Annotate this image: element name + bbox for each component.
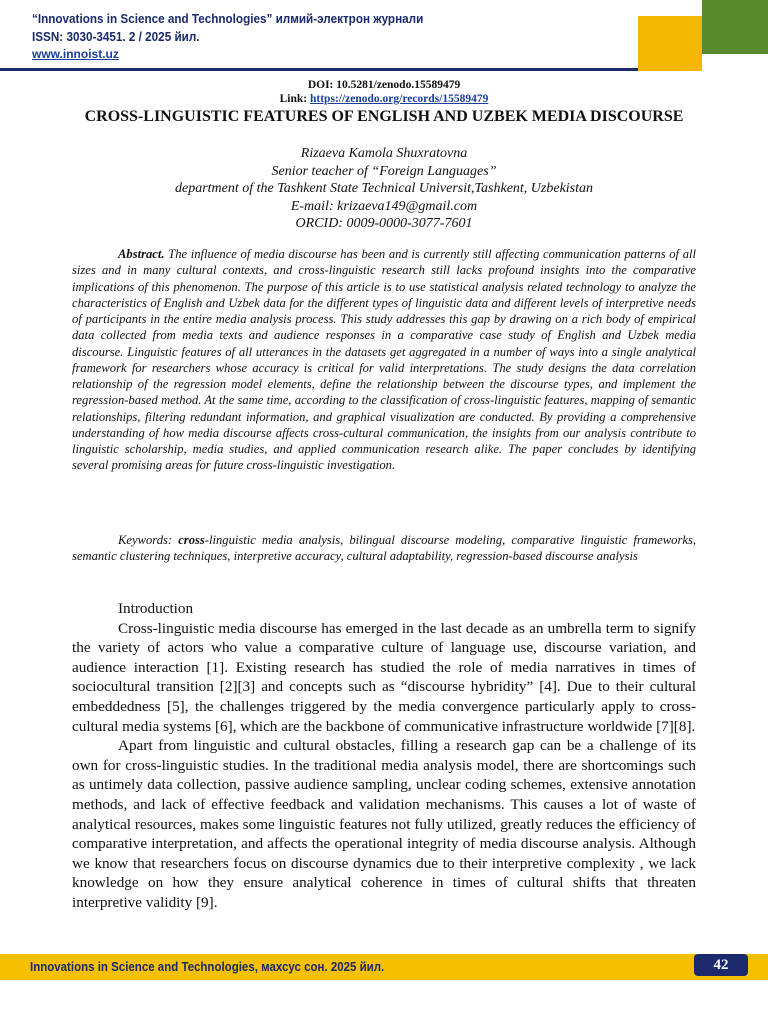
header-yellow-block (638, 16, 702, 71)
page-number: 42 (694, 954, 748, 976)
author-name: Rizaeva Kamola Shuxratovna (300, 146, 468, 161)
journal-url-link[interactable]: www.innoist.uz (32, 47, 119, 61)
keywords-bold: cross (178, 533, 205, 547)
abstract-text: The influence of media discourse has been and is currently still affecting communication patterns of all sizes and in many cultural contexts, and cross-linguistic research still lacks profound insights into the comparative implications of this phenomenon. The purpose of this article is to use statistical analysis related technology to analyze the characteristics of English and Uzbek data for the different types of linguistic data and different levels of interpretive needs of participants in the entire media analysis process. This study addresses this gap by drawing on a rich body of empirical data collected from media texts and audience responses in a comparative case study of English and Uzbek media discourse. Linguistic features of all utterances in the datasets get aggregated in a number of ways into a single analytical framework for researchers whose accuracy is critical for valid interpretations. The study designs the data correlation relationship of the regression model elements, define the relationship between the discourse types, and implement the regression-based method. At the same time, according to the classification of cross-linguistic features, mapping of semantic relationships, filtering redundant information, and graphical visualization are conducted. By providing a comprehensive understanding of how media discourse affects cross-cultural communication, the insights from our analysis contribute to linguistic scholarship, media studies, and applied communication research alike. The paper concludes by identifying several promising areas for future cross-linguistic investigation. (72, 247, 696, 473)
article-title: CROSS-LINGUISTIC FEATURES OF ENGLISH AND UZBEK MEDIA DISCOURSE (84, 108, 684, 125)
keywords-text: -linguistic media analysis, bilingual discourse modeling, comparative linguistic frameworks, semantic clustering techniques, interpretive accuracy, cultural adaptability, regression-based discourse analysis (72, 533, 697, 564)
author-orcid: ORCID: 0009-0000-3077-7601 (295, 216, 473, 231)
journal-issn: ISSN: 3030-3451. 2 / 2025 йил. (32, 29, 200, 44)
paragraph: Cross-linguistic media discourse has emerged in the last decade as an umbrella term to signify the variety of actors who value a comparative culture of language use, discourse variation, and audience interaction [1]. Existing research has studied the role of media narratives in times of sociocultural transition [2][3] and concepts such as “discourse hybridity” [4]. Due to their cultural embeddedness [5], the challenges triggered by the media convergence particularly apply to cross-cultural media systems [6], which are the backbone of communicative infrastructure worldwide [7][8]. (72, 619, 696, 735)
link-line (72, 92, 696, 106)
author-block (72, 145, 696, 233)
author-position: Senior teacher of “Foreign Languages” (271, 163, 497, 179)
abstract (72, 246, 696, 474)
keywords-label: Keywords: (118, 533, 179, 547)
link-label: Link: (279, 93, 310, 105)
abstract-label: Abstract. (118, 247, 165, 261)
zenodo-link[interactable]: https://zenodo.org/records/15589479 (310, 93, 489, 105)
author-affiliation: department of the Tashkent State Technical Universit,Tashkent, Uzbekistan (174, 181, 594, 196)
header-green-block (702, 0, 768, 54)
author-email: E-mail: krizaeva149@gmail.com (290, 198, 478, 214)
journal-title: “Innovations in Science and Technologies” илмий-электрон журнали (32, 11, 424, 26)
keywords (72, 532, 696, 565)
doi-line: DOI: 10.5281/zenodo.15589479 (307, 79, 461, 91)
footer-text: Innovations in Science and Technologies, махсус сон. 2025 йил. (30, 960, 385, 974)
header-rule (0, 68, 638, 71)
section-heading: Introduction (118, 600, 194, 617)
body-text (72, 599, 696, 913)
paragraph: Apart from linguistic and cultural obstacles, filling a research gap can be a challenge of its own for cross-linguistic studies. In the traditional media analysis model, there are shortcomings such as untimely data collection, passive audience sampling, unclear coding schemes, extensive annotation methods, and lack of effective feedback and validation mechanisms. This causes a lot of waste of analytical resources, makes some linguistic features not fully utilized, greatly reduces the efficiency of comparative interpretation, and affects the operational integrity of media discourse analysis. Although we know that researchers focus on discourse dynamics due to their interpretive complexity , we lack knowledge on how they ensure analytical coherence in times of cultural shifts that threaten interpretive validity [9]. (72, 737, 696, 911)
